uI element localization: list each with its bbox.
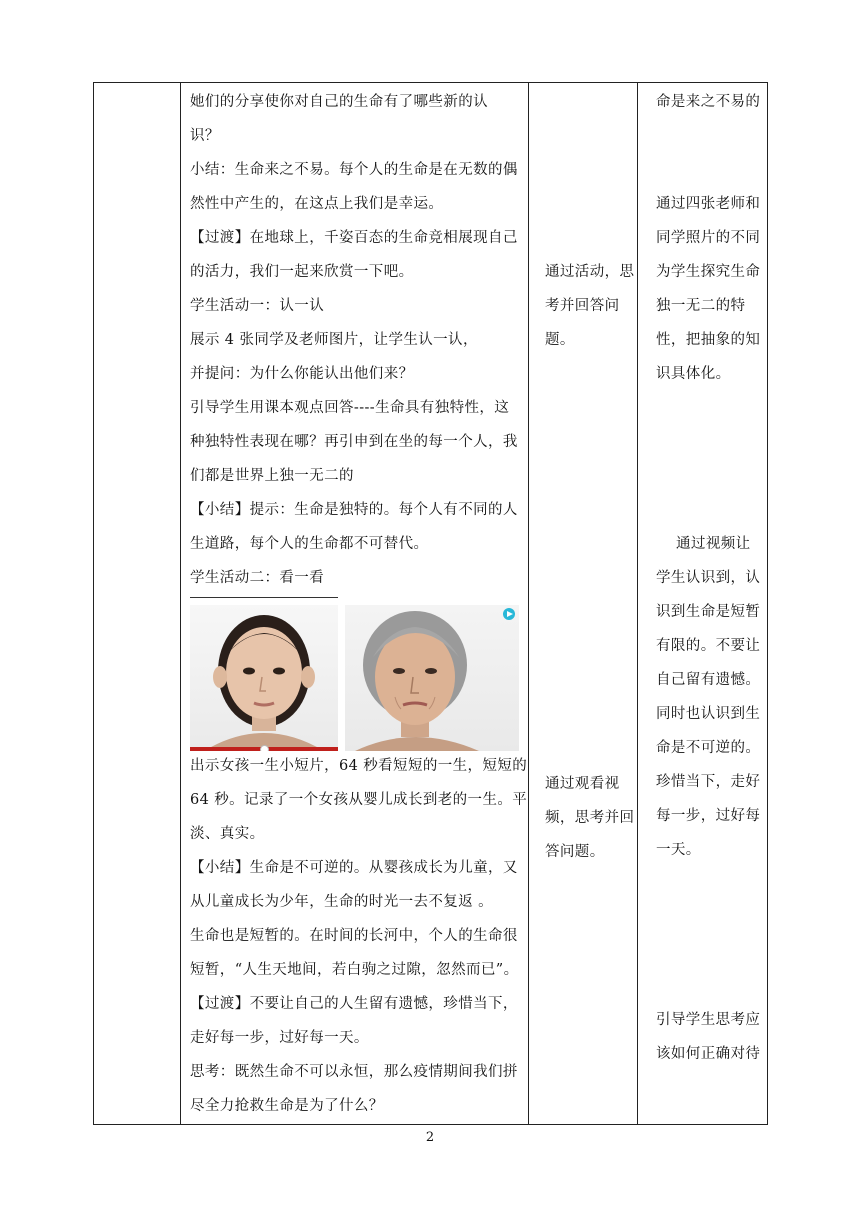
text-line: 独一无二的特: [656, 298, 746, 314]
text-line: 淡、真实。: [190, 826, 265, 842]
text-line: 答问题。: [545, 844, 605, 860]
student-block-1: [545, 255, 645, 357]
text-line: 通过活动，思: [545, 264, 635, 280]
page-number: 2: [425, 1130, 435, 1145]
text-line: 她们的分享使你对自己的生命有了哪些新的认: [190, 94, 488, 110]
text-line: 64 秒。记录了一个女孩从婴儿成长到老的一生。平: [190, 792, 528, 808]
text-line: 学生认识到，认: [656, 570, 761, 586]
video-thumbnails: [190, 597, 530, 749]
text-line: 命是不可逆的。: [656, 740, 761, 756]
text-line: 短暂，“人生天地间，若白驹之过隙，忽然而已”。: [190, 962, 519, 978]
design-intent-column: [646, 83, 774, 1124]
text-line: 们都是世界上独一无二的: [190, 468, 354, 484]
text-line: 尽全力抢救生命是为了什么？: [190, 1098, 384, 1114]
video-progress-handle[interactable]: [260, 745, 269, 751]
text-line: 题。: [545, 332, 575, 348]
text-line: 走好每一步，过好每一天。: [190, 1030, 369, 1046]
text-line: 然性中产生的，在这点上我们是幸运。: [190, 196, 444, 212]
text-line: 同学照片的不同: [656, 230, 761, 246]
text-line: 识？: [190, 128, 220, 144]
text-line: 引导学生用课本观点回答----生命具有独特性，这: [190, 400, 510, 416]
text-line: 的活力，我们一起来欣赏一下吧。: [190, 264, 414, 280]
intent-block-3: [656, 1003, 774, 1071]
text-line: 性，把抽象的知: [656, 332, 761, 348]
text-line: 【小结】提示：生命是独特的。每个人有不同的人: [190, 502, 518, 518]
teacher-activity-column: [188, 83, 530, 1124]
text-line: 生命也是短暂的。在时间的长河中，个人的生命很: [190, 928, 518, 944]
text-line: 【过渡】在地球上，千姿百态的生命竞相展现自己: [190, 230, 518, 246]
text-line: 通过观看视: [545, 776, 620, 792]
main-text-block-b: [190, 749, 530, 1123]
text-line: 每一步，过好每: [656, 808, 761, 824]
text-line: 并提问：为什么你能认出他们来？: [190, 366, 414, 382]
text-line: 生道路，每个人的生命都不可替代。: [190, 536, 429, 552]
intent-block-1: [656, 187, 774, 391]
text-line: 识具体化。: [656, 366, 731, 382]
intent-block-2: [656, 527, 774, 867]
text-line: 一天。: [656, 842, 701, 858]
text-line: 从儿童成长为少年，生命的时光一去不复返 。: [190, 894, 494, 910]
text-line: 命是来之不易的: [656, 94, 761, 110]
text-line: 学生活动二：看一看: [190, 570, 325, 586]
text-line: 展示 4 张同学及老师图片，让学生认一认，: [190, 332, 478, 348]
text-line: 有限的。不要让: [656, 638, 761, 654]
video-divider: [190, 597, 338, 598]
text-line: 【过渡】不要让自己的人生留有遗憾，珍惜当下，: [190, 996, 518, 1012]
text-line: 种独特性表现在哪？再引申到在坐的每一个人，我: [190, 434, 518, 450]
column-divider: [180, 83, 181, 1124]
text-line: 频，思考并回: [545, 810, 635, 826]
play-icon[interactable]: [503, 608, 515, 620]
text-line: 通过视频让: [656, 536, 751, 552]
text-line: 同时也认识到生: [656, 706, 761, 722]
text-line: 识到生命是短暂: [656, 604, 761, 620]
elderly-woman-face-image: [345, 605, 519, 751]
text-line: 为学生探究生命: [656, 264, 761, 280]
lesson-plan-table: [93, 82, 768, 1125]
text-line: 自己留有遗憾。: [656, 672, 761, 688]
text-line: 小结：生命来之不易。每个人的生命是在无数的偶: [190, 162, 518, 178]
text-line: 出示女孩一生小短片，64 秒看短短的一生，短短的: [190, 758, 528, 774]
text-line: 【小结】生命是不可逆的。从婴孩成长为儿童，又: [190, 860, 518, 876]
text-line: 考并回答问: [545, 298, 620, 314]
student-block-2: [545, 767, 645, 869]
text-line: 该如何正确对待: [656, 1046, 761, 1062]
student-activity-column: [537, 83, 645, 1124]
text-line: 引导学生思考应: [656, 1012, 761, 1028]
main-text-block-a: [190, 85, 530, 595]
text-line: 珍惜当下，走好: [656, 774, 761, 790]
text-line: 学生活动一：认一认: [190, 298, 325, 314]
text-line: 思考：既然生命不可以永恒，那么疫情期间我们拼: [190, 1064, 518, 1080]
text-line: 通过四张老师和: [656, 196, 761, 212]
girl-face-image: [190, 605, 338, 751]
